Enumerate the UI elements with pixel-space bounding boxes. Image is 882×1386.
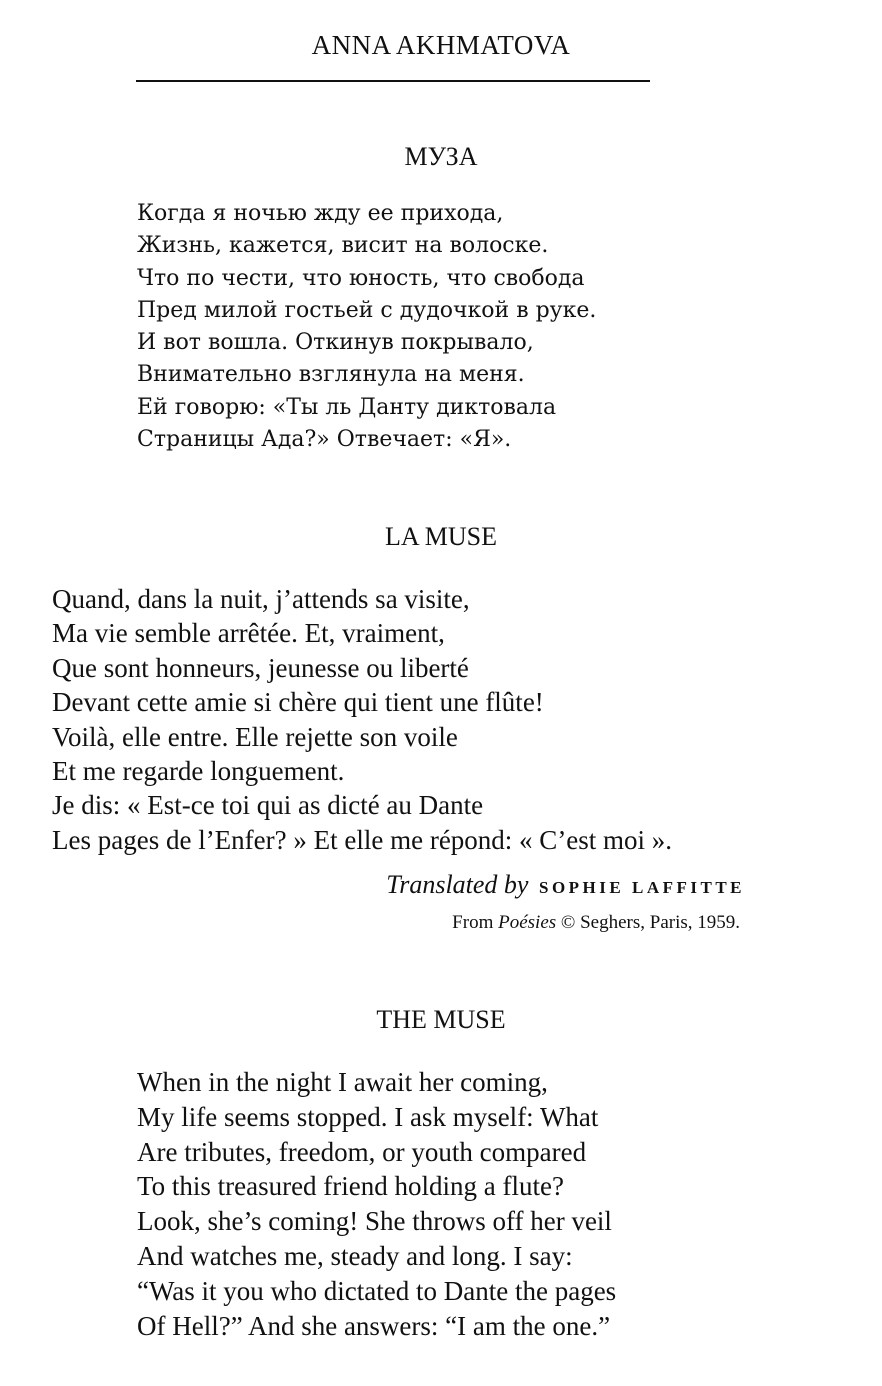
poem-line: И вот вошла. Откинув покрывало,: [137, 330, 534, 356]
poem-line: Страницы Ада?» Отвечает: «Я».: [137, 427, 512, 453]
poem-line: Ma vie semble arrêtée. Et, vraiment,: [52, 618, 445, 649]
poem-line: My life seems stopped. I ask myself: What: [137, 1101, 599, 1132]
poem-line: Voilà, elle entre. Elle rejette son voile: [52, 721, 458, 752]
poem-line: Внимательно взглянула на меня.: [137, 362, 525, 388]
french-poem-text: [52, 582, 672, 857]
poem-line: Что по чести, что юность, что свобода: [137, 265, 585, 291]
poem-line: Ей говорю: «Ты ль Данту диктовала: [137, 394, 557, 420]
poem-line: When in the night I await her coming,: [137, 1067, 548, 1097]
english-poem-text: [137, 1065, 616, 1343]
french-poem-title: LA MUSE: [385, 522, 497, 551]
poem-line: Je dis: « Est-ce toi qui as dicté au Dante: [52, 790, 484, 821]
poem-line: Жизнь, кажется, висит на волоске.: [137, 233, 549, 259]
poem-line: Les pages de l’Enfer? » Et elle me répond: « C’est moi ».: [52, 824, 673, 855]
poem-line: Когда я ночью жду ее прихода,: [137, 201, 504, 226]
poem-line: Of Hell?” And she answers: “I am the one.”: [137, 1310, 611, 1341]
poem-line: Are tributes, freedom, or youth compared: [137, 1136, 587, 1167]
poem-line: And watches me, steady and long. I say:: [137, 1240, 573, 1271]
poem-line: Quand, dans la nuit, j’attends sa visite,: [52, 584, 470, 614]
poem-line: “Was it you who dictated to Dante the pages: [137, 1275, 617, 1306]
russian-poem-text: [137, 198, 596, 456]
poem-line: Devant cette amie si chère qui tient une flûte!: [52, 687, 544, 718]
source-prefix: From: [452, 912, 494, 933]
russian-poem-title: МУЗА: [404, 142, 478, 171]
translator-name: SOPHIE LAFFITTE: [538, 878, 745, 897]
header-rule: [136, 80, 650, 82]
page-header: ANNA AKHMATOVA: [311, 30, 571, 60]
source-citation: [452, 912, 740, 934]
english-poem-title: THE MUSE: [376, 1005, 506, 1034]
source-publisher: © Seghers, Paris, 1959.: [560, 912, 740, 933]
source-work-title: Poésies: [498, 912, 557, 933]
poem-line: Пред милой гостьей с дудочкой в руке.: [137, 297, 597, 323]
poem-line: Look, she’s coming! She throws off her veil: [137, 1206, 612, 1237]
translated-by-label: Translated by: [386, 870, 529, 899]
poem-line: To this treasured friend holding a flute?: [137, 1171, 564, 1202]
poem-line: Et me regarde longuement.: [52, 756, 345, 787]
translation-credit: [386, 870, 745, 900]
poem-line: Que sont honneurs, jeunesse ou liberté: [52, 652, 469, 683]
